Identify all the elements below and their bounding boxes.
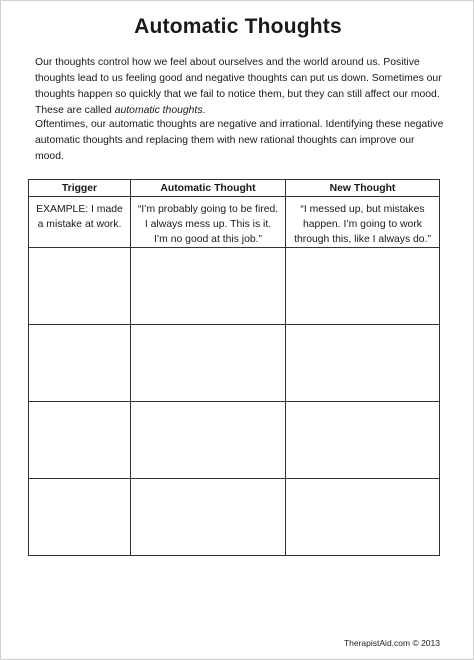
new-thought-entry-cell[interactable] bbox=[286, 402, 440, 479]
intro-paragraph-emphasis: automatic thoughts bbox=[114, 105, 203, 116]
intro-paragraph-text: Our thoughts control how we feel about ourselves and the world around us. Positive thoughts lead to us feeling good and negative thoughts can put us down. Sometimes our thoughts happen so quickly that we fail to notice them, but they can still affect our mood. These are called bbox=[35, 57, 442, 116]
automatic-thought-entry-cell[interactable] bbox=[131, 479, 286, 556]
second-paragraph: Oftentimes, our automatic thoughts are negative and irrational. Identifying these negative automatic thoughts and replacing them with new rational thoughts can improve our mood. bbox=[35, 119, 444, 162]
trigger-entry-cell[interactable] bbox=[29, 248, 131, 325]
automatic-thought-entry-cell[interactable] bbox=[131, 325, 286, 402]
page-title: Automatic Thoughts bbox=[134, 15, 342, 38]
example-automatic-thought-cell bbox=[131, 197, 286, 248]
table-header-row bbox=[29, 180, 440, 197]
table-row bbox=[29, 402, 440, 479]
intro-paragraph bbox=[35, 55, 445, 119]
example-new-thought-cell bbox=[286, 197, 440, 248]
example-new-thought-text: “I messed up, but mistakes happen. I’m going to work through this, like I always do.” bbox=[294, 204, 431, 245]
table-row bbox=[29, 248, 440, 325]
intro-paragraph-end: . bbox=[202, 105, 206, 116]
table-row bbox=[29, 325, 440, 402]
trigger-entry-cell[interactable] bbox=[29, 402, 131, 479]
header-new-thought: New Thought bbox=[286, 180, 440, 197]
trigger-entry-cell[interactable] bbox=[29, 479, 131, 556]
header-automatic-thought: Automatic Thought bbox=[131, 180, 286, 197]
automatic-thought-entry-cell[interactable] bbox=[131, 248, 286, 325]
footer-credit: TherapistAid.com © 2013 bbox=[343, 638, 440, 648]
example-automatic-thought-text: “I’m probably going to be fired. I always mess up. This is it. I’m no good at this job.” bbox=[137, 204, 279, 245]
thought-record-table bbox=[28, 179, 440, 556]
trigger-entry-cell[interactable] bbox=[29, 325, 131, 402]
header-trigger: Trigger bbox=[29, 180, 131, 197]
new-thought-entry-cell[interactable] bbox=[286, 248, 440, 325]
new-thought-entry-cell[interactable] bbox=[286, 479, 440, 556]
example-row bbox=[29, 197, 440, 248]
example-trigger-cell bbox=[29, 197, 131, 248]
example-trigger-text: EXAMPLE: I made a mistake at work. bbox=[36, 204, 123, 230]
table-row bbox=[29, 479, 440, 556]
automatic-thought-entry-cell[interactable] bbox=[131, 402, 286, 479]
new-thought-entry-cell[interactable] bbox=[286, 325, 440, 402]
